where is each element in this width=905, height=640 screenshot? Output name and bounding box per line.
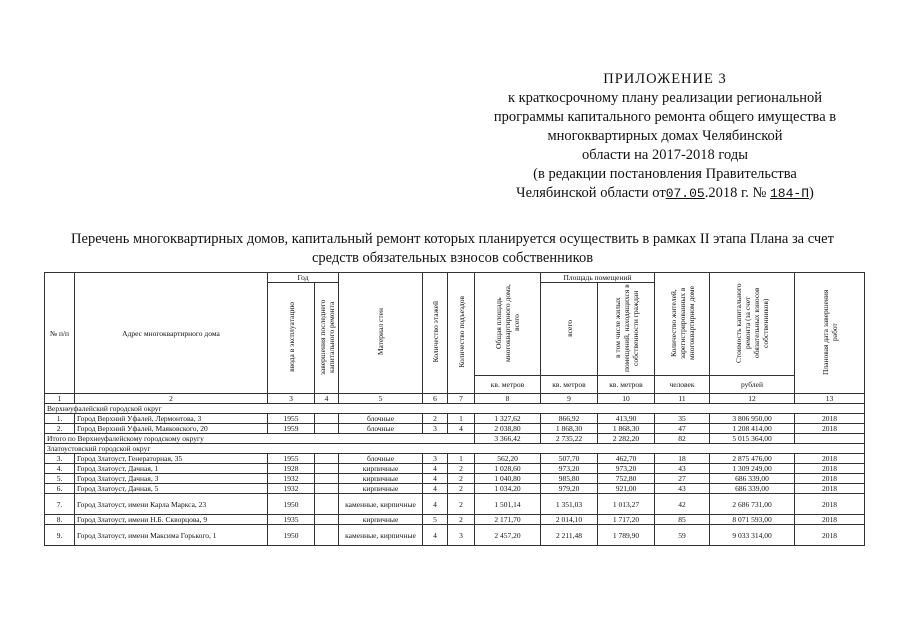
col-year-group: Год (268, 273, 339, 283)
col-number: 7 (448, 394, 475, 404)
row-address: Город Златоуст, Дачная, 5 (75, 484, 268, 494)
row-area-all: 507,70 (541, 454, 598, 464)
row-area-owned: 413,90 (598, 414, 655, 424)
row-residents: 43 (655, 464, 710, 474)
row-date: 2018 (795, 474, 865, 484)
col-year-repair-header: завершения последнего капитального ремонта (315, 283, 339, 394)
row-residents: 35 (655, 414, 710, 424)
col-entrances-header: Количество подъездов (448, 273, 475, 394)
row-area-total: 1 327,62 (475, 414, 541, 424)
row-area-owned: 921,00 (598, 484, 655, 494)
row-number: 1. (45, 414, 75, 424)
row-cost: 2 686 731,00 (710, 494, 795, 515)
row-area-owned: 1 717,20 (598, 515, 655, 525)
row-date: 2018 (795, 494, 865, 515)
table-row (45, 525, 865, 546)
row-residents: 85 (655, 515, 710, 525)
houses-table (44, 272, 865, 546)
col-year-built-header: ввода в эксплуатацию (268, 283, 315, 394)
row-residents: 59 (655, 525, 710, 546)
row-year-built: 1928 (268, 464, 315, 474)
row-cost: 1 309 249,00 (710, 464, 795, 474)
total-row (45, 434, 865, 444)
col-num-header: № п/п (45, 273, 75, 394)
table-row (45, 414, 865, 424)
row-walls: кирпичные (339, 464, 423, 474)
row-entrances: 2 (448, 515, 475, 525)
header-line: области на 2017-2018 годы (582, 147, 748, 163)
row-number: 9. (45, 525, 75, 546)
row-cost: 686 339,00 (710, 474, 795, 484)
row-area-total: 2 038,80 (475, 424, 541, 434)
row-walls: блочные (339, 414, 423, 424)
row-floors: 3 (423, 424, 448, 434)
row-walls: каменные, кирпичные (339, 494, 423, 515)
row-floors: 3 (423, 454, 448, 464)
row-area-owned: 752,80 (598, 474, 655, 484)
row-date: 2018 (795, 515, 865, 525)
row-area-total: 2 457,20 (475, 525, 541, 546)
row-address: Город Златоуст, Дачная, 3 (75, 474, 268, 484)
table-row (45, 515, 865, 525)
col-number: 8 (475, 394, 541, 404)
row-area-owned: 1 868,30 (598, 424, 655, 434)
table-row (45, 484, 865, 494)
row-area-all: 2 211,48 (541, 525, 598, 546)
total-label: Итого по Верхнеуфалейскому городскому округу (45, 434, 475, 444)
unit-cell: человек (655, 376, 710, 394)
row-cost: 8 071 593,00 (710, 515, 795, 525)
decree-number: 184-П (769, 186, 809, 201)
row-number: 4. (45, 464, 75, 474)
header-line: к краткосрочному плану реализации региональной (507, 90, 823, 106)
row-area-owned: 1 013,27 (598, 494, 655, 515)
appendix-number: ПРИЛОЖЕНИЕ 3 (603, 71, 727, 87)
row-area-total: 562,20 (475, 454, 541, 464)
unit-cell: кв. метров (475, 376, 541, 394)
row-entrances: 2 (448, 474, 475, 484)
row-address: Город Златоуст, имени Карла Маркса, 23 (75, 494, 268, 515)
col-number: 5 (339, 394, 423, 404)
col-number: 10 (598, 394, 655, 404)
row-walls: кирпичные (339, 484, 423, 494)
row-entrances: 1 (448, 414, 475, 424)
row-year-repair (315, 484, 339, 494)
title-line-1: Перечень многоквартирных домов, капитальный ремонт которых планируется осуществить в рамках II этапа Плана за счет (71, 231, 834, 247)
row-floors: 4 (423, 464, 448, 474)
table-row (45, 494, 865, 515)
row-year-repair (315, 464, 339, 474)
row-year-built: 1932 (268, 484, 315, 494)
row-year-built: 1955 (268, 454, 315, 464)
row-cost: 9 033 314,00 (710, 525, 795, 546)
row-residents: 47 (655, 424, 710, 434)
row-address: Город Верхний Уфалей, Лермонтова, 3 (75, 414, 268, 424)
decree-close: ) (809, 185, 814, 201)
row-cost: 1 208 414,00 (710, 424, 795, 434)
row-area-total: 1 040,80 (475, 474, 541, 484)
row-year-built: 1955 (268, 414, 315, 424)
col-address-header: Адрес многоквартирного дома (75, 273, 268, 394)
row-area-all: 979,20 (541, 484, 598, 494)
row-area-all: 1 868,30 (541, 424, 598, 434)
col-number: 4 (315, 394, 339, 404)
row-floors: 5 (423, 515, 448, 525)
row-cost: 2 875 476,00 (710, 454, 795, 464)
row-address: Город Златоуст, имени Н.Б. Скворцова, 9 (75, 515, 268, 525)
header-line-decree (485, 184, 845, 203)
row-floors: 4 (423, 484, 448, 494)
row-residents: 27 (655, 474, 710, 484)
header-row-1 (45, 273, 865, 283)
col-residents-header: Количество жителей, зарегистрированных в многоквартирном доме (655, 273, 710, 376)
row-date: 2018 (795, 454, 865, 464)
row-walls: блочные (339, 424, 423, 434)
row-year-repair (315, 454, 339, 464)
col-number: 12 (710, 394, 795, 404)
row-area-total: 1 034,20 (475, 484, 541, 494)
row-address: Город Златоуст, Генераторная, 35 (75, 454, 268, 464)
row-year-repair (315, 525, 339, 546)
header-line: (в редакции постановления Правительства (533, 166, 797, 182)
table-row (45, 424, 865, 434)
col-number: 1 (45, 394, 75, 404)
row-year-built: 1935 (268, 515, 315, 525)
section-row (45, 404, 865, 414)
row-walls: кирпичные (339, 474, 423, 484)
row-floors: 4 (423, 474, 448, 484)
row-entrances: 2 (448, 484, 475, 494)
col-area-group: Площадь помещений (541, 273, 655, 283)
section-title: Златоустовский городской округ (45, 444, 865, 454)
unit-cell: кв. метров (541, 376, 598, 394)
row-number: 3. (45, 454, 75, 464)
row-area-owned: 973,20 (598, 464, 655, 474)
total-date (795, 434, 865, 444)
col-date-header: Плановая дата завершения работ (795, 273, 865, 394)
col-number: 3 (268, 394, 315, 404)
col-walls-header: Материал стен (339, 273, 423, 394)
row-area-total: 2 171,70 (475, 515, 541, 525)
row-cost: 3 806 950,00 (710, 414, 795, 424)
row-walls: кирпичные (339, 515, 423, 525)
row-area-owned: 462,70 (598, 454, 655, 464)
row-area-all: 1 351,03 (541, 494, 598, 515)
header-line: многоквартирных домах Челябинской (547, 128, 783, 144)
document-title (40, 230, 865, 268)
header-line: программы капитального ремонта общего имущества в (493, 109, 837, 125)
row-date: 2018 (795, 424, 865, 434)
row-cost: 686 339,00 (710, 484, 795, 494)
row-area-all: 866,92 (541, 414, 598, 424)
row-number: 7. (45, 494, 75, 515)
row-year-repair (315, 494, 339, 515)
row-year-repair (315, 474, 339, 484)
row-number: 6. (45, 484, 75, 494)
decree-prefix: Челябинской области от (516, 185, 666, 201)
row-address: Город Златоуст, Дачная, 1 (75, 464, 268, 474)
row-entrances: 3 (448, 525, 475, 546)
table-row (45, 454, 865, 464)
row-entrances: 1 (448, 454, 475, 464)
row-date: 2018 (795, 414, 865, 424)
row-entrances: 4 (448, 424, 475, 434)
row-residents: 18 (655, 454, 710, 464)
row-address: Город Златоуст, имени Максима Горького, 1 (75, 525, 268, 546)
row-entrances: 2 (448, 494, 475, 515)
row-walls: каменные, кирпичные (339, 525, 423, 546)
section-row (45, 444, 865, 454)
row-number: 2. (45, 424, 75, 434)
row-address: Город Верхний Уфалей, Маяковского, 20 (75, 424, 268, 434)
unit-cell: кв. метров (598, 376, 655, 394)
row-year-repair (315, 414, 339, 424)
col-number: 11 (655, 394, 710, 404)
row-walls: блочные (339, 454, 423, 464)
total-area-owned: 2 282,20 (598, 434, 655, 444)
col-number: 9 (541, 394, 598, 404)
col-cost-header: Стоимость капитального ремонта (за счет обязательных взносов собственников) (710, 273, 795, 376)
total-residents: 82 (655, 434, 710, 444)
title-line-2: средств обязательных взносов собственников (311, 250, 594, 266)
row-area-all: 973,20 (541, 464, 598, 474)
unit-cell: рублей (710, 376, 795, 394)
col-area-all-header: всего (541, 283, 598, 376)
row-floors: 4 (423, 525, 448, 546)
row-area-all: 2 014,10 (541, 515, 598, 525)
table-row (45, 474, 865, 484)
total-area-total: 3 366,42 (475, 434, 541, 444)
row-floors: 4 (423, 494, 448, 515)
row-floors: 2 (423, 414, 448, 424)
row-area-owned: 1 789,90 (598, 525, 655, 546)
row-year-built: 1950 (268, 494, 315, 515)
decree-date: 07.05 (665, 186, 705, 201)
col-area-total-header: Общая площадь многоквартирного дома, всего (475, 273, 541, 376)
row-date: 2018 (795, 464, 865, 474)
col-number: 2 (75, 394, 268, 404)
row-year-built: 1950 (268, 525, 315, 546)
row-year-repair (315, 515, 339, 525)
section-title: Верхнеуфалейский городской округ (45, 404, 865, 414)
col-number: 13 (795, 394, 865, 404)
row-area-total: 1 501,14 (475, 494, 541, 515)
row-residents: 43 (655, 484, 710, 494)
col-number: 6 (423, 394, 448, 404)
col-floors-header: Количество этажей (423, 273, 448, 394)
row-date: 2018 (795, 484, 865, 494)
column-numbers-row (45, 394, 865, 404)
decree-year: .2018 г. № (704, 185, 770, 201)
total-cost: 5 015 364,00 (710, 434, 795, 444)
row-number: 8. (45, 515, 75, 525)
row-area-all: 985,80 (541, 474, 598, 484)
row-area-total: 1 028,60 (475, 464, 541, 474)
row-year-built: 1932 (268, 474, 315, 484)
row-number: 5. (45, 474, 75, 484)
appendix-header (485, 70, 845, 203)
table-row (45, 464, 865, 474)
total-area-all: 2 735,22 (541, 434, 598, 444)
row-year-built: 1959 (268, 424, 315, 434)
row-date: 2018 (795, 525, 865, 546)
row-entrances: 2 (448, 464, 475, 474)
row-residents: 42 (655, 494, 710, 515)
row-year-repair (315, 424, 339, 434)
col-area-owned-header: в том числе жилых помещений, находящихся в собственности граждан (598, 283, 655, 376)
